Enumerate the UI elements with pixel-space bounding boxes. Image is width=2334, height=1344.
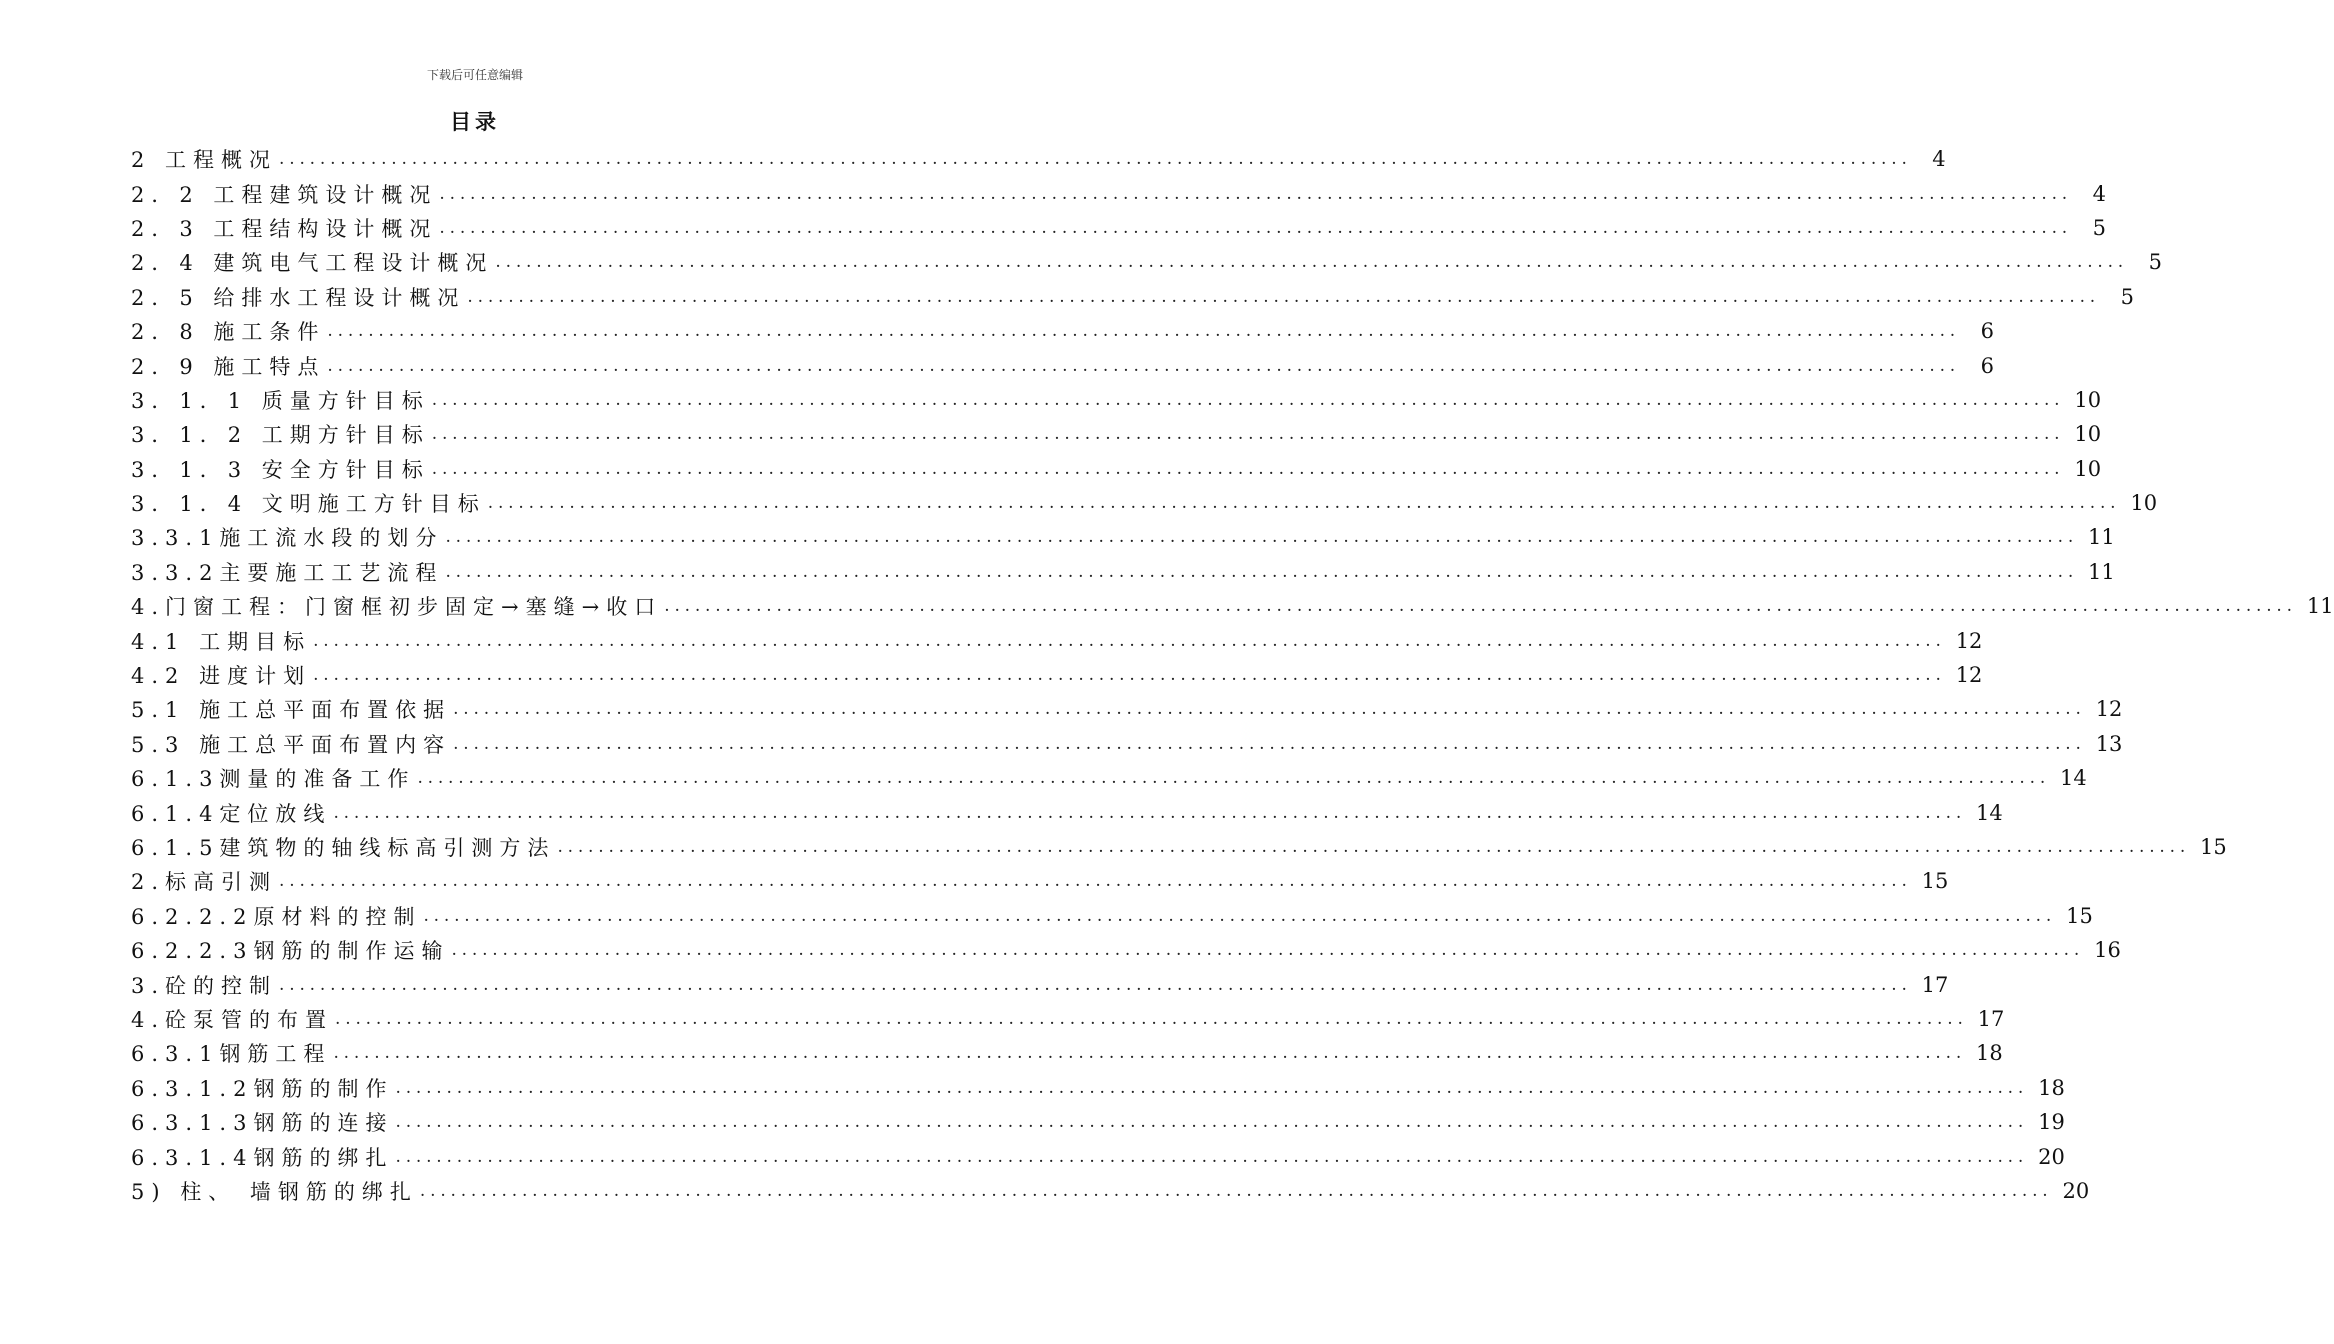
toc-entry-label: 6.3.1.4钢筋的绑扎 — [131, 1145, 394, 1170]
toc-entry-label: 2．3 工程结构设计概况 — [131, 216, 438, 241]
toc-entry-page: 18 — [1976, 1041, 2003, 1066]
toc-entry-label: 6.2.2.3钢筋的制作运输 — [131, 939, 450, 964]
toc-entry-page: 19 — [2038, 1110, 2065, 1135]
toc-leader-dots: ................................................................................................................................................................ — [445, 527, 2079, 548]
toc-entry-label: 3.砼的控制 — [131, 973, 278, 998]
toc-leader-dots: ................................................................................................................................................................ — [495, 252, 2129, 273]
toc-entry-label: 4.门窗工程：门窗框初步固定→塞缝→收口 — [131, 595, 663, 620]
toc-entry-page: 10 — [2074, 422, 2102, 447]
toc-entry-page: 6 — [1980, 319, 1995, 344]
toc-entry[interactable] — [131, 933, 2121, 967]
toc-entry-label: 6.2.2.2原材料的控制 — [131, 904, 422, 929]
toc-entry[interactable] — [131, 520, 2115, 554]
toc-leader-dots: ................................................................................................................................................................ — [664, 596, 2297, 617]
toc-leader-dots: ................................................................................................................................................................ — [313, 630, 1946, 651]
toc-entry-label: 2．2 工程建筑设计概况 — [131, 182, 438, 207]
toc-entry-label: 4.2 进度计划 — [131, 664, 312, 689]
toc-entry[interactable] — [131, 555, 2115, 589]
toc-entry-label: 3．1．3 安全方针目标 — [131, 457, 430, 482]
toc-entry-label: 2.标高引测 — [131, 870, 278, 895]
toc-entry-page: 15 — [2200, 835, 2227, 859]
toc-leader-dots: ................................................................................................................................................................ — [453, 699, 2086, 720]
toc-leader-dots: ................................................................................................................................................................ — [445, 561, 2079, 582]
toc-entry[interactable] — [131, 1105, 2065, 1139]
toc-leader-dots: ................................................................................................................................................................ — [279, 871, 1912, 892]
toc-entry[interactable] — [131, 795, 2003, 829]
toc-entry-page: 11 — [2088, 559, 2115, 584]
toc-entry-label: 3．1．4 文明施工方针目标 — [131, 492, 486, 517]
toc-leader-dots: ................................................................................................................................................................ — [439, 217, 2073, 238]
toc-entry-page: 14 — [1976, 800, 2003, 825]
toc-entry-label: 6.1.4定位放线 — [131, 801, 332, 826]
toc-leader-dots: ................................................................................................................................................................ — [327, 355, 1961, 376]
toc-entry[interactable] — [131, 142, 1946, 176]
toc-entry[interactable] — [131, 1002, 2005, 1036]
toc-leader-dots: ................................................................................................................................................................ — [431, 458, 2065, 479]
toc-entry[interactable] — [131, 727, 2123, 761]
toc-entry[interactable] — [131, 1139, 2065, 1173]
toc-entry-label: 4.1 工期目标 — [131, 629, 312, 654]
toc-entry-page: 5 — [2092, 215, 2107, 240]
toc-leader-dots: ................................................................................................................................................................ — [279, 974, 1912, 995]
toc-entry-page: 10 — [2074, 456, 2102, 481]
toc-entry[interactable] — [131, 486, 2158, 520]
toc-entry[interactable] — [131, 417, 2102, 451]
toc-entry-page: 5 — [2148, 250, 2163, 275]
toc-leader-dots: ................................................................................................................................................................ — [487, 493, 2121, 514]
toc-entry-page: 11 — [2088, 525, 2115, 550]
toc-leader-dots: ................................................................................................................................................................ — [395, 1077, 2029, 1098]
toc-entry[interactable] — [131, 280, 2135, 314]
toc-entry-page: 20 — [2038, 1144, 2065, 1169]
toc-leader-dots: ................................................................................................................................................................ — [453, 733, 2086, 754]
toc-entry-page: 10 — [2130, 491, 2158, 516]
toc-leader-dots: ................................................................................................................................................................ — [431, 389, 2065, 410]
toc-entry-page: 4 — [1932, 147, 1946, 172]
toc-leader-dots: ................................................................................................................................................................ — [395, 1146, 2029, 1167]
toc-entry-page: 13 — [2095, 731, 2123, 756]
toc-entry-label: 4.砼泵管的布置 — [131, 1007, 334, 1032]
toc-entry-label: 2．8 施工条件 — [131, 320, 326, 345]
toc-entry[interactable] — [131, 211, 2107, 245]
toc-entry-page: 14 — [2060, 766, 2087, 791]
toc-entry-label: 6.1.5建筑物的轴线标高引测方法 — [131, 836, 556, 860]
toc-entry-label: 2 工程概况 — [131, 148, 278, 173]
toc-entry-label: 5) 柱、 墙钢筋的绑扎 — [131, 1179, 418, 1204]
toc-leader-dots: ................................................................................................................................................................ — [439, 183, 2073, 204]
toc-entry[interactable] — [131, 348, 1995, 382]
toc-entry-label: 6.3.1.3钢筋的连接 — [131, 1111, 394, 1136]
toc-leader-dots: ................................................................................................................................................................ — [313, 665, 1946, 686]
toc-entry[interactable] — [131, 1174, 2090, 1208]
toc-leader-dots: ................................................................................................................................................................ — [333, 802, 1967, 823]
toc-leader-dots: ................................................................................................................................................................ — [279, 149, 1912, 170]
toc-entry[interactable] — [131, 383, 2102, 417]
toc-entry-page: 12 — [1955, 628, 1983, 653]
toc-entry-page: 6 — [1980, 353, 1995, 378]
toc-entry[interactable] — [131, 245, 2163, 279]
toc-leader-dots: ................................................................................................................................................................ — [395, 1112, 2029, 1133]
toc-entry-label: 2．5 给排水工程设计概况 — [131, 285, 466, 310]
toc-entry[interactable] — [131, 176, 2107, 210]
toc-leader-dots: ................................................................................................................................................................ — [335, 1008, 1968, 1029]
toc-entry[interactable] — [131, 658, 1983, 692]
toc-entry[interactable] — [131, 967, 1949, 1001]
toc-entry-label: 3．1．2 工期方针目标 — [131, 423, 430, 448]
toc-entry-page: 11 — [2306, 594, 2334, 619]
toc-title: 目录 — [450, 109, 500, 134]
toc-leader-dots: ................................................................................................................................................................ — [431, 424, 2065, 445]
toc-entry[interactable] — [131, 314, 1995, 348]
toc-entry-page: 17 — [1977, 1006, 2005, 1031]
toc-entry[interactable] — [131, 692, 2123, 726]
toc-entry-label: 6.3.1钢筋工程 — [131, 1042, 332, 1067]
toc-entry-label: 3.3.1施工流水段的划分 — [131, 526, 444, 551]
toc-entry-page: 5 — [2120, 284, 2135, 309]
page-header: 下载后可任意编辑 — [426, 68, 523, 82]
toc-entry-label: 6.3.1.2钢筋的制作 — [131, 1076, 394, 1101]
toc-entry-page: 20 — [2062, 1178, 2090, 1203]
toc-entry[interactable] — [131, 899, 2093, 933]
toc-entry-page: 10 — [2074, 387, 2102, 412]
toc-leader-dots: ................................................................................................................................................................ — [419, 1180, 2053, 1201]
toc-entry-page: 17 — [1921, 972, 1949, 997]
toc-entry-page: 18 — [2038, 1075, 2065, 1100]
toc-entry-page: 16 — [2094, 938, 2121, 963]
toc-entry-page: 12 — [2095, 697, 2123, 722]
toc-entry-label: 3.3.2主要施工工艺流程 — [131, 560, 444, 585]
toc-entry-label: 6.1.3测量的准备工作 — [131, 767, 416, 792]
toc-entry-label: 2．4 建筑电气工程设计概况 — [131, 251, 494, 276]
toc-entry[interactable] — [131, 830, 2227, 864]
toc-entry-page: 12 — [1955, 663, 1983, 688]
toc-entry-page: 15 — [2066, 903, 2093, 928]
toc-entry[interactable] — [131, 864, 1949, 898]
toc-entry[interactable] — [131, 1036, 2003, 1070]
toc-entry-page: 4 — [2092, 181, 2107, 206]
toc-entry[interactable] — [131, 623, 1983, 657]
toc-leader-dots: ................................................................................................................................................................ — [451, 940, 2085, 961]
toc-leader-dots: ................................................................................................................................................................ — [557, 837, 2191, 857]
toc-leader-dots: ................................................................................................................................................................ — [333, 1043, 1967, 1064]
toc-leader-dots: ................................................................................................................................................................ — [327, 321, 1961, 342]
table-of-contents — [131, 142, 2334, 1208]
toc-entry-label: 2．9 施工特点 — [131, 354, 326, 379]
toc-entry[interactable] — [131, 1071, 2065, 1105]
toc-entry[interactable] — [131, 452, 2102, 486]
toc-entry-label: 3．1．1 质量方针目标 — [131, 388, 430, 413]
toc-entry-label: 5.1 施工总平面布置依据 — [131, 698, 452, 723]
toc-entry[interactable] — [131, 761, 2087, 795]
toc-leader-dots: ................................................................................................................................................................ — [467, 286, 2101, 307]
toc-leader-dots: ................................................................................................................................................................ — [423, 905, 2057, 926]
toc-entry-label: 5.3 施工总平面布置内容 — [131, 732, 452, 757]
toc-entry-page: 15 — [1921, 869, 1949, 894]
toc-entry[interactable] — [131, 589, 2334, 623]
toc-leader-dots: ................................................................................................................................................................ — [417, 768, 2051, 789]
